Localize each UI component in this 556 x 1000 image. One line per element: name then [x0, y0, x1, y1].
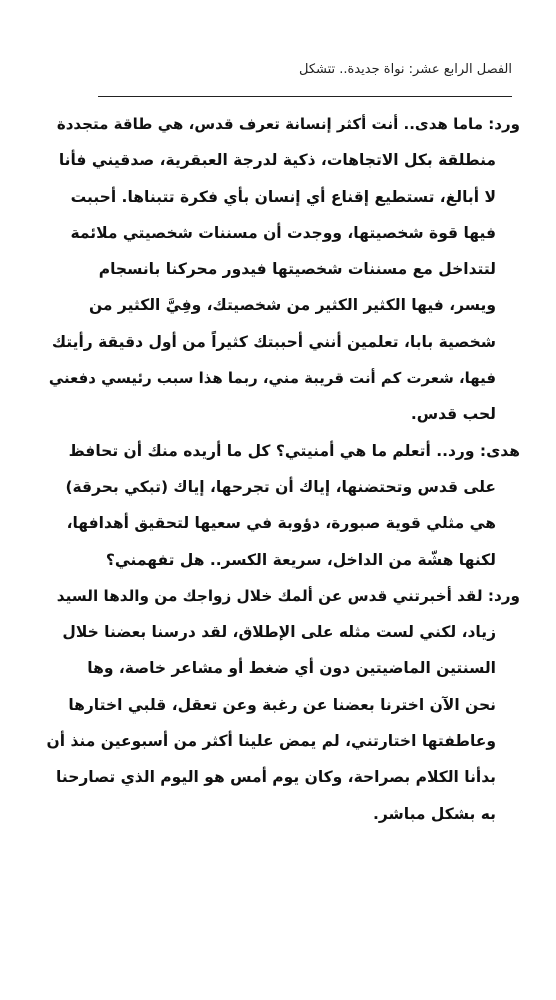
text-line: وعاطفتها اختارتني، لم يمض علينا أكثر من أسبوعين منذ أن — [46, 732, 496, 751]
text-line: به بشكل مباشر. — [373, 804, 496, 823]
text-line: لحب قدس. — [410, 405, 496, 424]
paragraph-ward-1 — [44, 106, 520, 433]
text-line: هدى: ورد.. أتعلم ما هي أمنيتي؟ كل ما أريده منك أن تحافظ — [68, 441, 520, 460]
running-header: الفصل الرابع عشر: نواة جديدة.. تتشكل — [298, 62, 512, 77]
text-line: فيها قوة شخصيتها، ووجدت أن مسننات شخصيتي ملائمة — [70, 223, 496, 242]
header-rule — [98, 96, 512, 97]
text-line: لا أبالغ، تستطيع إقناع أي إنسان بأي فكرة تتبناها. أحببت — [70, 187, 496, 206]
paragraph-ward-2 — [44, 578, 520, 832]
page-body — [44, 106, 520, 832]
text-line: ويسر، فيها الكثير الكثير من شخصيتك، وفِيَّ الكثير من — [88, 296, 496, 315]
text-line: السنتين الماضيتين دون أي ضغط أو مشاعر خاصة، وها — [87, 659, 496, 678]
text-line: شخصية بابا، تعلمين أنني أحببتك كثيراً من أول دقيقة رأيتك — [51, 332, 496, 351]
text-line: ورد: ماما هدى.. أنت أكثر إنسانة تعرف قدس، هي طاقة متجددة — [56, 115, 520, 133]
text-line: على قدس وتحتضنها، إياك أن تجرحها، إياك (تبكي بحرقة) — [65, 477, 496, 496]
text-line: منطلقة بكل الاتجاهات، ذكية لدرجة العبقرية، صدقيني فأنا — [58, 151, 496, 170]
text-line: زياد، لكني لست مثله على الإطلاق، لقد درسنا بعضنا خلال — [62, 623, 496, 642]
text-line: فيها، شعرت كم أنت قريبة مني، ربما هذا سبب رئيسي دفعني — [48, 369, 496, 388]
text-line: ورد: لقد أخبرتني قدس عن ألمك خلال زواجك من والدها السيد — [56, 586, 520, 605]
text-line: لكنها هشّة من الداخل، سريعة الكسر.. هل تفهمني؟ — [105, 550, 496, 569]
text-line: بدأنا الكلام بصراحة، وكان يوم أمس هو اليوم الذي تصارحنا — [56, 768, 496, 787]
text-line: هي مثلي قوية صبورة، دؤوبة في سعيها لتحقيق أهدافها، — [66, 514, 496, 533]
text-line: نحن الآن اخترنا بعضنا عن رغبة وعن تعقل، قلبي اختارها — [68, 695, 496, 714]
text-line: لتتداخل مع مسننات شخصيتها فيدور محركنا بانسجام — [98, 260, 496, 279]
paragraph-huda — [44, 433, 520, 578]
